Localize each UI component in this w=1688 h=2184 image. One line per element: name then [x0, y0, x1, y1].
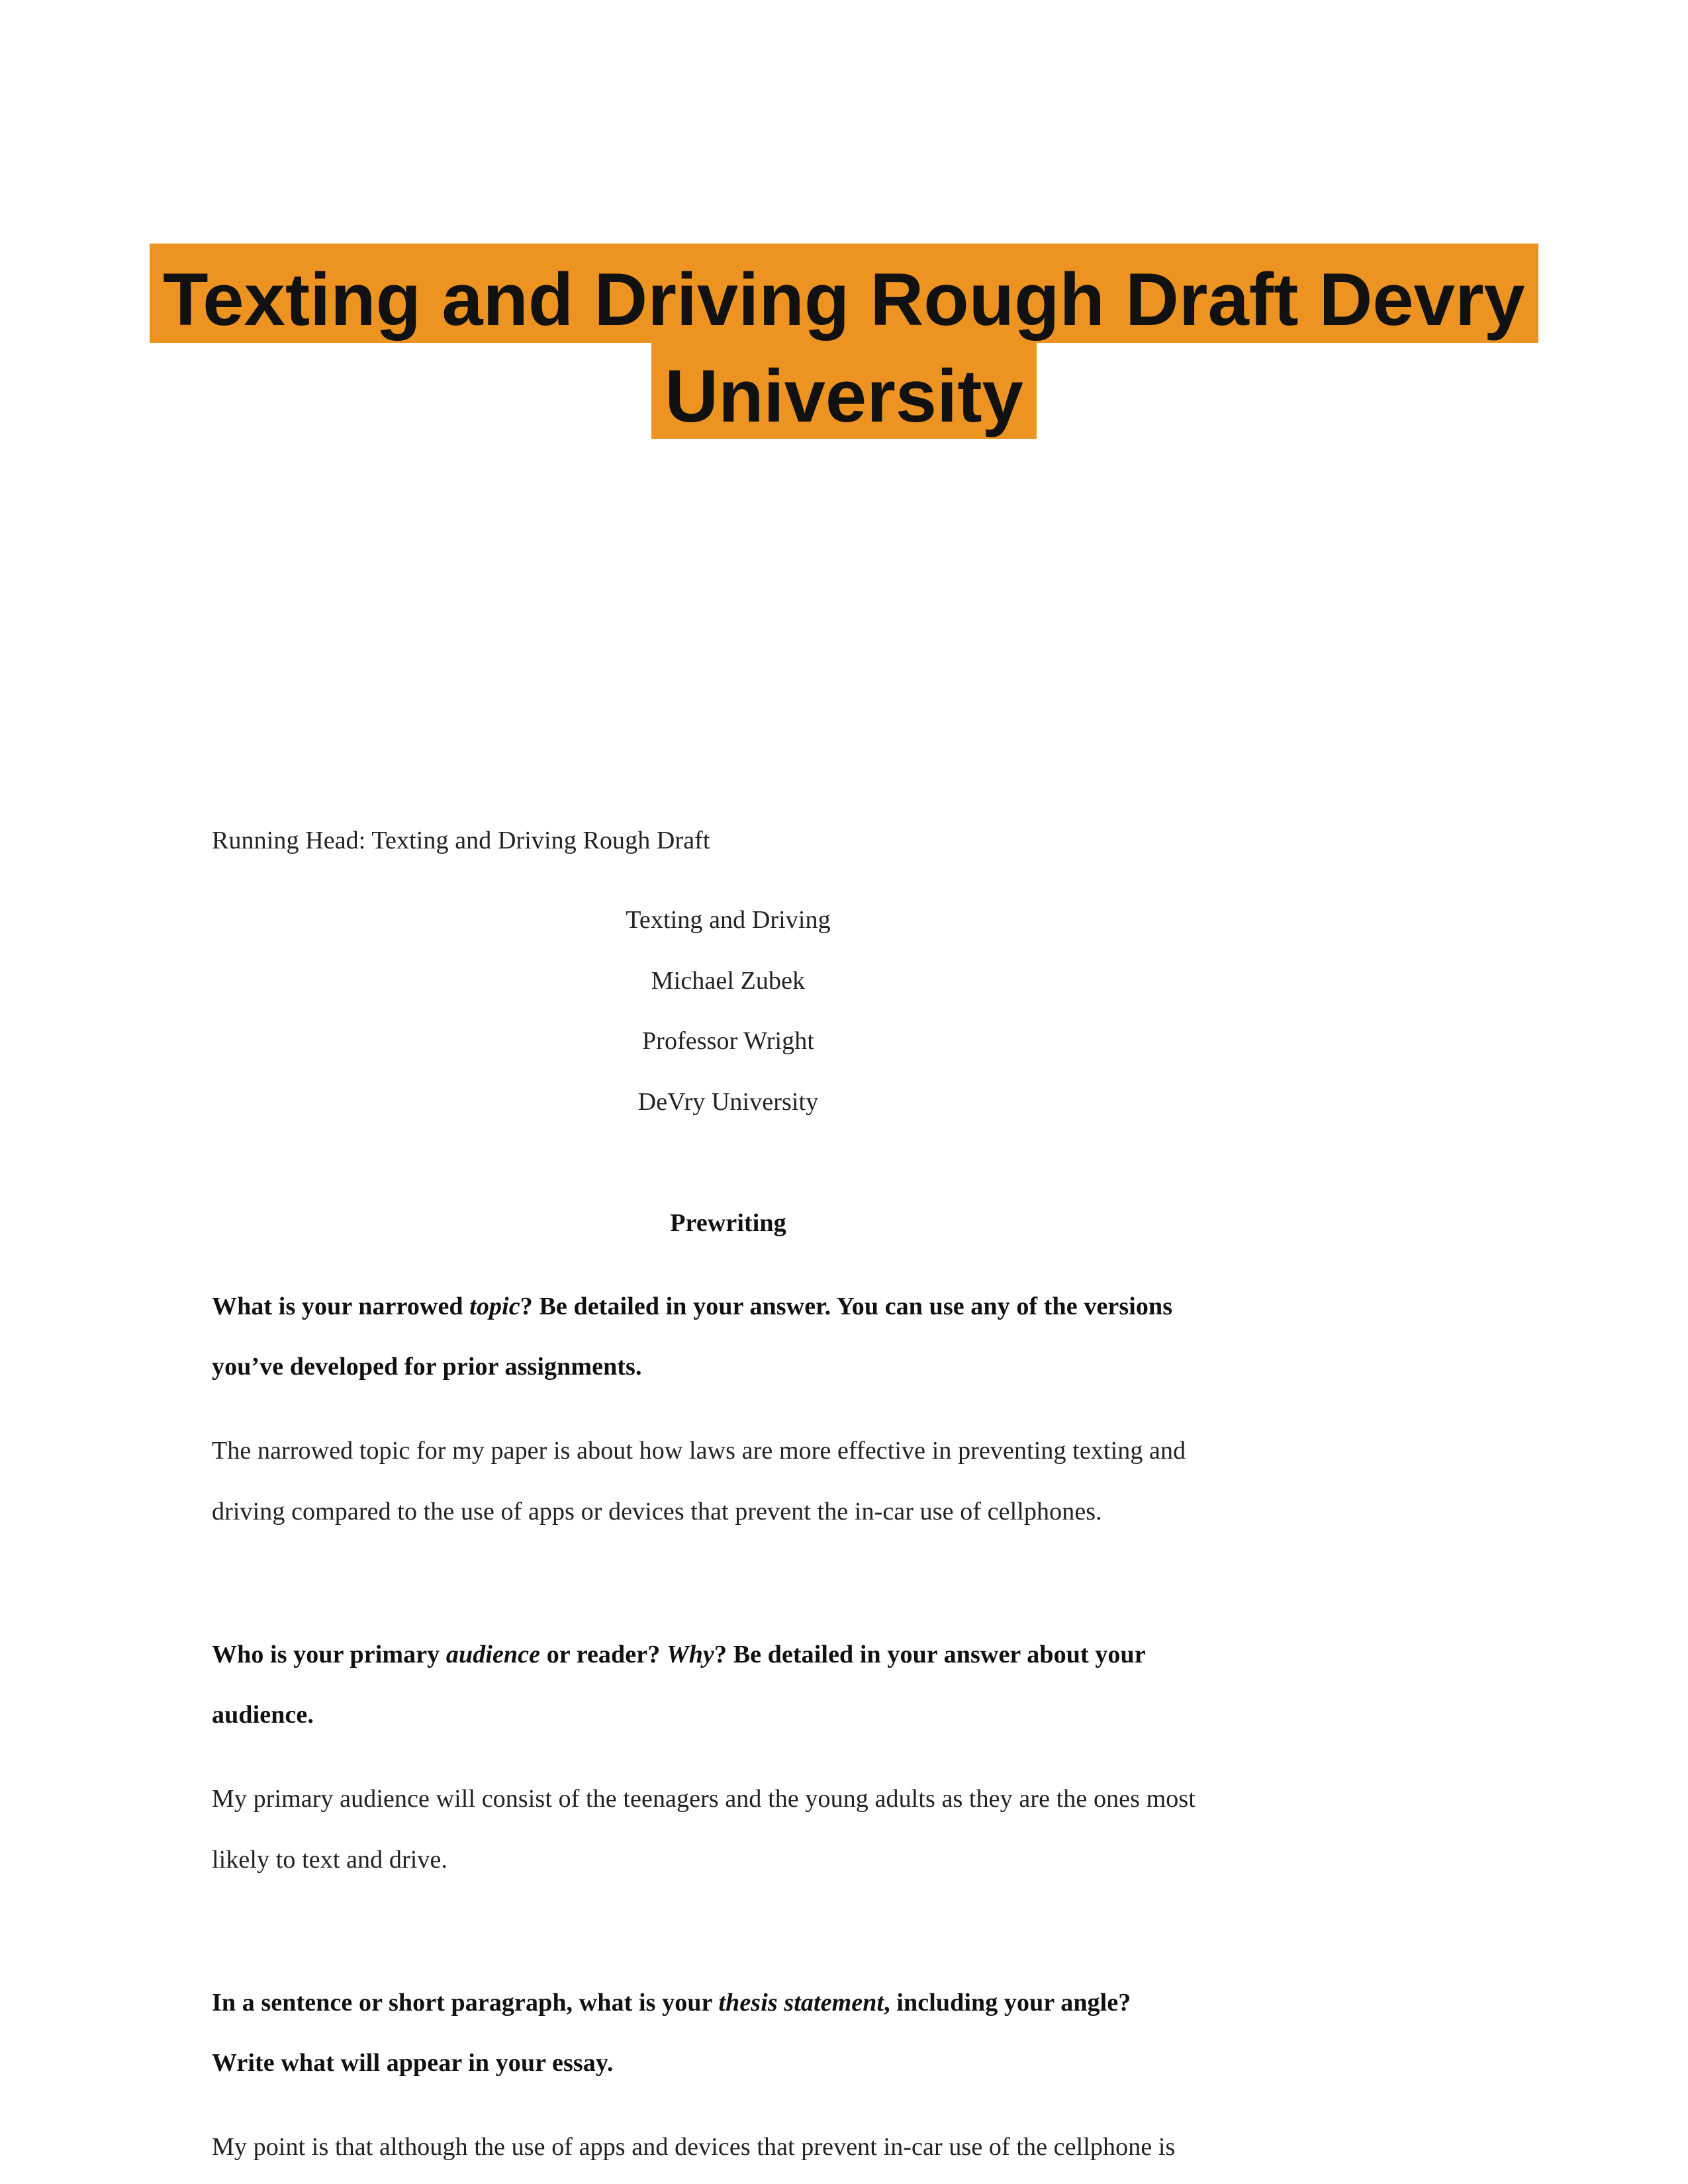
answer-2-line-1: My primary audience will consist of the teenagers and the young adults as they are the ones most: [212, 1785, 1196, 1813]
answer-2-line-2: likely to text and drive.: [212, 1846, 448, 1874]
running-head: Running Head: Texting and Driving Rough Draft: [212, 827, 710, 854]
professor-name: Professor Wright: [641, 1027, 815, 1055]
institution-name: DeVry University: [637, 1088, 819, 1116]
question-3-line-2: Write what will appear in your essay.: [212, 2049, 614, 2077]
banner-title-line-1: Texting and Driving Rough Draft Devry: [150, 244, 1538, 343]
answer-3-line-1: My point is that although the use of apps and devices that prevent in-car use of the cellphone is: [212, 2133, 1176, 2161]
section-heading: Prewriting: [670, 1209, 786, 1237]
author-name: Michael Zubek: [651, 967, 806, 995]
answer-1-line-2: driving compared to the use of apps or devices that prevent the in-car use of cellphones.: [212, 1498, 1102, 1525]
paper-title: Texting and Driving: [626, 906, 831, 934]
question-1-line-1: What is your narrowed topic? Be detailed in your answer. You can use any of the versions: [212, 1293, 1173, 1320]
question-1-line-2: you’ve developed for prior assignments.: [212, 1353, 642, 1381]
banner-title-line-2: University: [651, 341, 1037, 439]
question-2-line-1: Who is your primary audience or reader? Why? Be detailed in your answer about your: [212, 1641, 1146, 1668]
question-3-line-1: In a sentence or short paragraph, what is your thesis statement, including your angle?: [212, 1989, 1131, 2017]
question-2-line-2: audience.: [212, 1701, 314, 1729]
answer-1-line-1: The narrowed topic for my paper is about how laws are more effective in preventing texting and: [212, 1437, 1186, 1465]
